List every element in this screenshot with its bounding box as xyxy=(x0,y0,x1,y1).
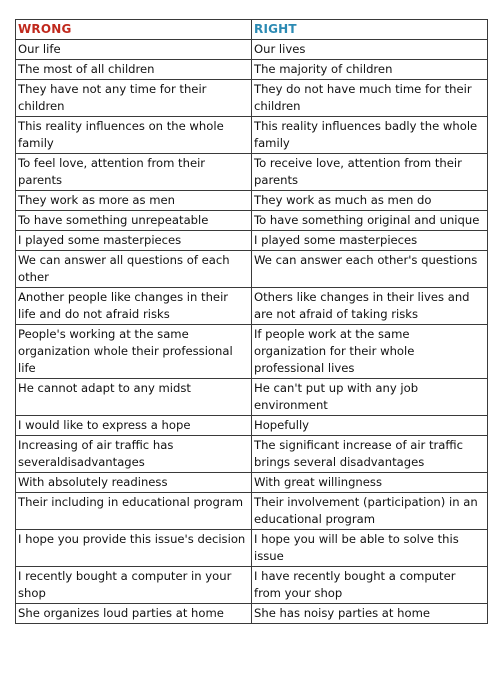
table-row xyxy=(16,436,488,473)
table-row xyxy=(16,379,488,416)
right-cell: I played some masterpieces xyxy=(252,231,488,251)
table-row xyxy=(16,251,488,288)
wrong-cell: I played some masterpieces xyxy=(16,231,252,251)
right-cell: Our lives xyxy=(252,40,488,60)
table-row xyxy=(16,40,488,60)
table-row xyxy=(16,211,488,231)
table-row xyxy=(16,60,488,80)
wrong-cell: To feel love, attention from their parents xyxy=(16,154,252,191)
right-cell: Hopefully xyxy=(252,416,488,436)
right-cell: I have recently bought a computer from your shop xyxy=(252,567,488,604)
right-cell: With great willingness xyxy=(252,473,488,493)
right-cell: We can answer each other's questions xyxy=(252,251,488,288)
wrong-cell: I recently bought a computer in your shop xyxy=(16,567,252,604)
table-row xyxy=(16,80,488,117)
right-cell: He can't put up with any job environment xyxy=(252,379,488,416)
right-cell: They do not have much time for their children xyxy=(252,80,488,117)
table-row xyxy=(16,117,488,154)
table-row xyxy=(16,231,488,251)
wrong-cell: Their including in educational program xyxy=(16,493,252,530)
table-row xyxy=(16,604,488,624)
table-row xyxy=(16,325,488,379)
right-cell: She has noisy parties at home xyxy=(252,604,488,624)
table-row xyxy=(16,473,488,493)
wrong-cell: I would like to express a hope xyxy=(16,416,252,436)
right-cell: Others like changes in their lives and are not afraid of taking risks xyxy=(252,288,488,325)
right-cell: If people work at the same organization for their whole professional lives xyxy=(252,325,488,379)
right-column-header: RIGHT xyxy=(252,20,488,40)
wrong-cell: He cannot adapt to any midst xyxy=(16,379,252,416)
wrong-cell: Our life xyxy=(16,40,252,60)
table-row xyxy=(16,416,488,436)
wrong-cell: Increasing of air traffic has severaldisadvantages xyxy=(16,436,252,473)
comparison-sheet xyxy=(15,19,487,624)
right-cell: Their involvement (participation) in an educational program xyxy=(252,493,488,530)
wrong-cell: I hope you provide this issue's decision xyxy=(16,530,252,567)
wrong-cell: People's working at the same organization whole their professional life xyxy=(16,325,252,379)
right-cell: To have something original and unique xyxy=(252,211,488,231)
right-cell: I hope you will be able to solve this issue xyxy=(252,530,488,567)
table-row xyxy=(16,288,488,325)
table-row xyxy=(16,530,488,567)
wrong-cell: With absolutely readiness xyxy=(16,473,252,493)
wrong-cell: To have something unrepeatable xyxy=(16,211,252,231)
table-row xyxy=(16,154,488,191)
wrong-cell: They have not any time for their children xyxy=(16,80,252,117)
wrong-cell: They work as more as men xyxy=(16,191,252,211)
header-row xyxy=(16,20,488,40)
wrong-column-header: WRONG xyxy=(16,20,252,40)
right-cell: This reality influences badly the whole family xyxy=(252,117,488,154)
wrong-cell: The most of all children xyxy=(16,60,252,80)
wrong-right-table xyxy=(15,19,488,624)
table-row xyxy=(16,493,488,530)
right-cell: The majority of children xyxy=(252,60,488,80)
wrong-cell: Another people like changes in their life and do not afraid risks xyxy=(16,288,252,325)
right-cell: The significant increase of air traffic brings several disadvantages xyxy=(252,436,488,473)
wrong-cell: We can answer all questions of each other xyxy=(16,251,252,288)
table-row xyxy=(16,191,488,211)
right-cell: To receive love, attention from their parents xyxy=(252,154,488,191)
wrong-cell: This reality influences on the whole family xyxy=(16,117,252,154)
table-row xyxy=(16,567,488,604)
wrong-cell: She organizes loud parties at home xyxy=(16,604,252,624)
right-cell: They work as much as men do xyxy=(252,191,488,211)
